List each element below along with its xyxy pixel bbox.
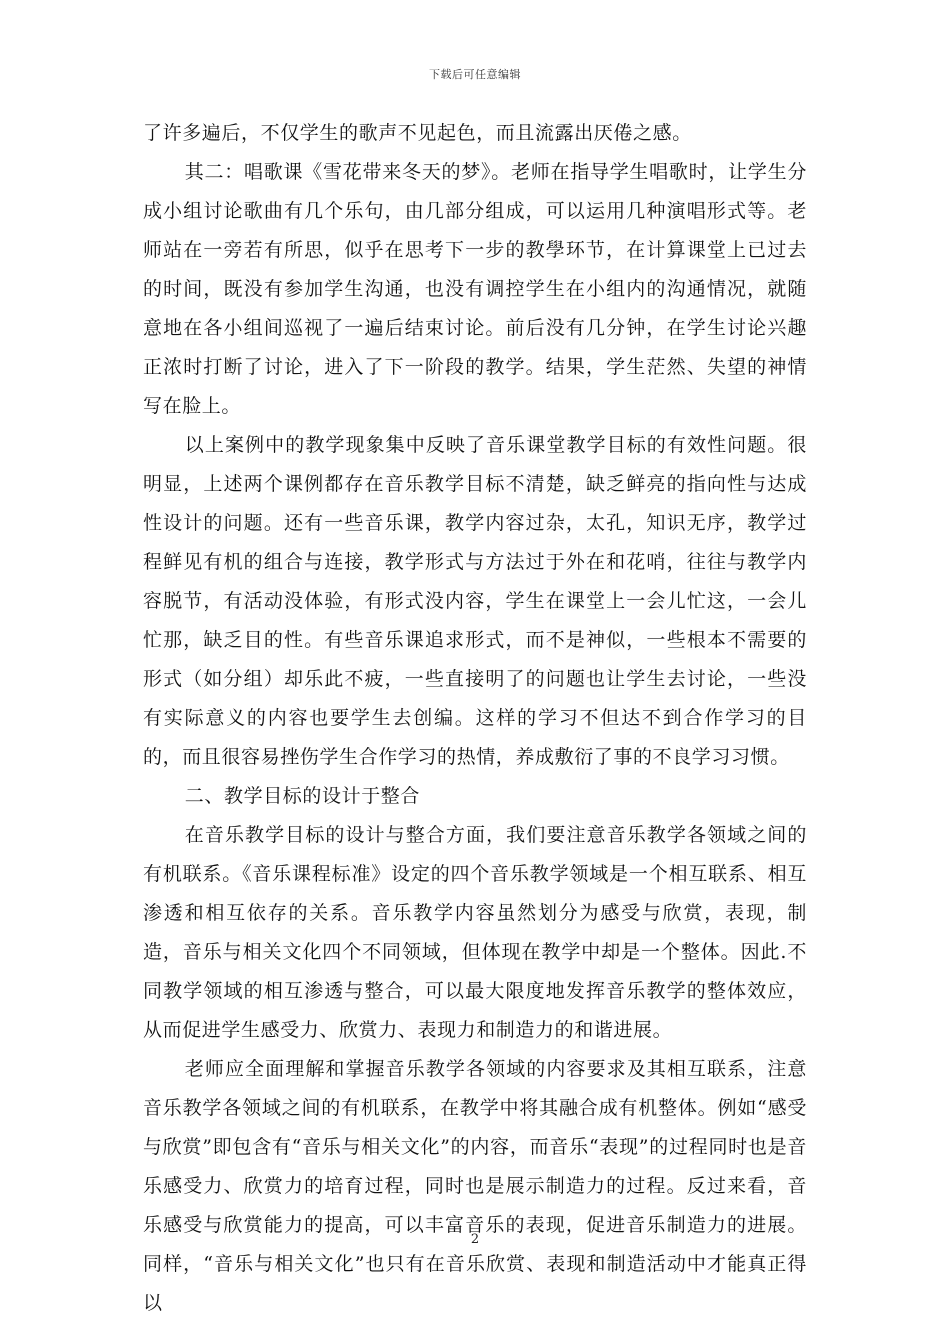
- paragraph-5: 老师应全面理解和掌握音乐教学各领域的内容要求及其相互联系，注意音乐教学各领域之间的有机联系，在教学中将其融合成有机整体。例如“感受与欣赏”即包含有“音乐与相关文化”的内容，而音乐“表现”的过程同时也是音乐感受力、欣赏力的培育过程，同时也是展示制造力的过程。反过来看，音乐感受与欣赏能力的提高，可以丰富音乐的表现，促进音乐制造力的进展。同样，“音乐与相关文化”也只有在音乐欣赏、表现和制造活动中才能真正得以: [143, 1058, 807, 1314]
- section-heading: 二、教学目标的设计于整合: [184, 785, 420, 807]
- paragraph-1: 了许多遍后，不仅学生的歌声不见起色，而且流露出厌倦之感。: [143, 122, 692, 144]
- paragraph-4: 在音乐教学目标的设计与整合方面，我们要注意音乐教学各领域之间的有机联系。《音乐课程标准》设定的四个音乐教学领域是一个相互联系、相互渗透和相互依存的关系。音乐教学内容虽然划分为感受与欣赏，表现，制造，音乐与相关文化四个不同领域，但体现在教学中却是一个整体。因此.不同教学领域的相互渗透与整合，可以最大限度地发挥音乐教学的整体效应，从而促进学生感受力、欣赏力、表现力和制造力的和谐进展。: [143, 824, 807, 1041]
- paragraph-3: 以上案例中的教学现象集中反映了音乐课堂教学目标的有效性问题。很明显，上述两个课例都存在音乐教学目标不清楚，缺乏鲜亮的指向性与达成性设计的问题。还有一些音乐课，教学内容过杂，太孔，知识无序，教学过程鲜见有机的组合与连接，教学形式与方法过于外在和花哨，往往与教学内容脱节，有活动没体验，有形式没内容，学生在课堂上一会儿忙这，一会儿忙那，缺乏目的性。有些音乐课追求形式，而不是神似，一些根本不需要的形式（如分组）却乐此不疲，一些直接明了的问题也让学生去讨论，一些没有实际意义的内容也要学生去创编。这样的学习不但达不到合作学习的目的，而且很容易挫伤学生合作学习的热情，养成敷衍了事的不良学习习惯。: [143, 434, 807, 768]
- page-number: 2: [470, 1232, 480, 1247]
- document-body: [143, 114, 807, 1323]
- paragraph-2: 其二：唱歌课《雪花带来冬天的梦》。老师在指导学生唱歌时，让学生分成小组讨论歌曲有几个乐句，由几部分组成，可以运用几种演唱形式等。老师站在一旁若有所思，似乎在思考下一步的教學环节，在计算课堂上已过去的时间，既没有参加学生沟通，也没有调控学生在小组内的沟通情况，就随意地在各小组间巡视了一遍后结束讨论。前后没有几分钟，在学生讨论兴趣正浓时打断了讨论，进入了下一阶段的教学。结果，学生茫然、失望的神情写在脸上。: [143, 161, 807, 417]
- page-header: 下载后可任意编辑: [429, 68, 521, 81]
